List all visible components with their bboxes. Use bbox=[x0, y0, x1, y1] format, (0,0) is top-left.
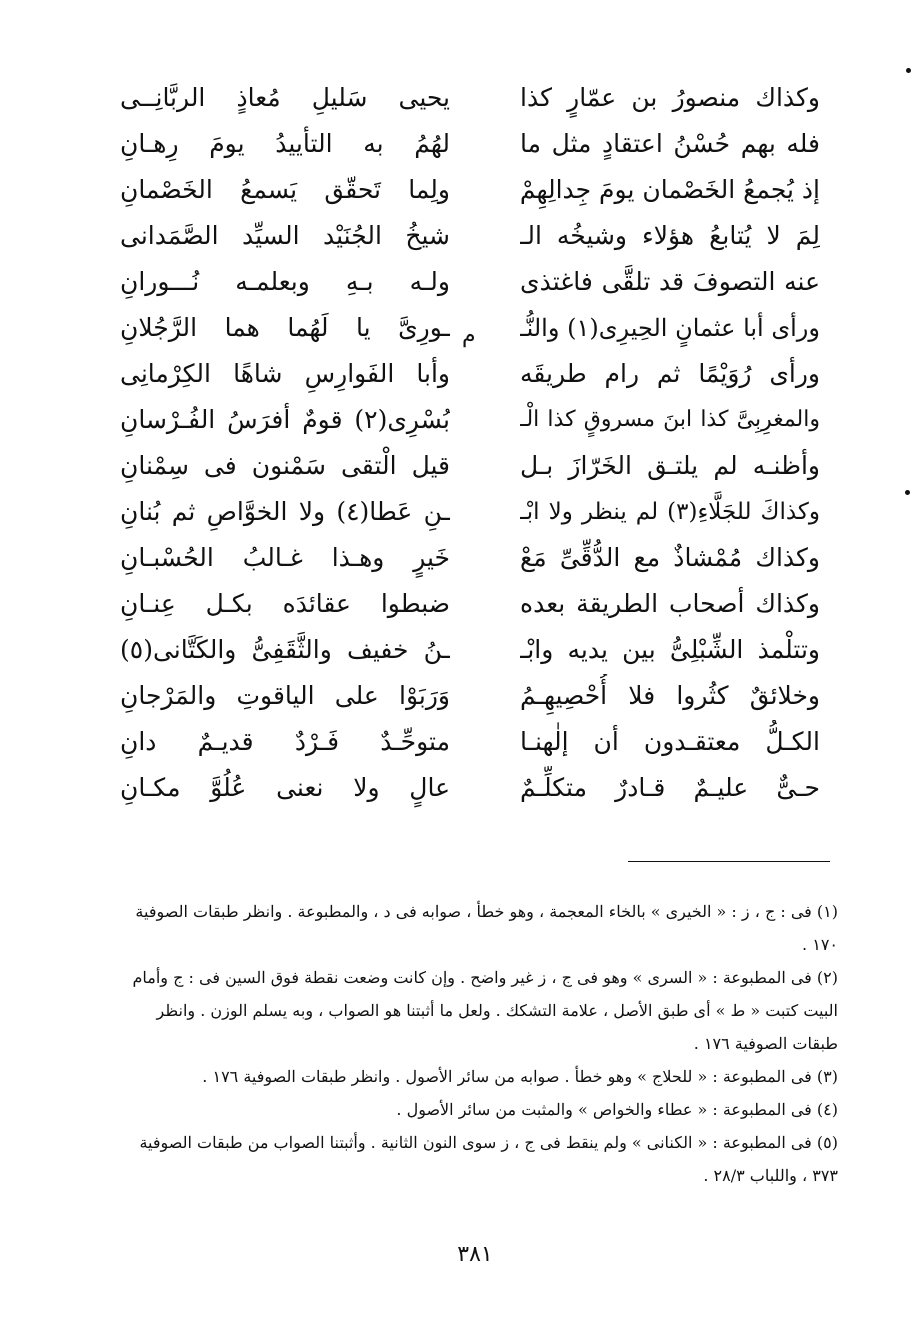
verse-second-hemistich: بُسْرِى(٢) قومٌ أفرَسُ الفُـرْسانِ bbox=[120, 405, 450, 434]
verse-second-hemistich: ولِما تَحقّق يَسمعُ الخَصْمانِ bbox=[120, 175, 450, 204]
verse-line bbox=[120, 122, 820, 166]
verse-line bbox=[120, 444, 820, 488]
verse-line bbox=[120, 720, 820, 764]
verse-line bbox=[120, 628, 820, 672]
verse-second-hemistich: ولـه بـهِ وبعلمـه نُـــورانِ bbox=[120, 267, 450, 296]
footnote: (٣) فى المطبوعة : « للحلاج » وهو خطأ . صوابه من سائر الأصول . وانظر طبقات الصوفية ١٧٦ . bbox=[202, 1067, 838, 1086]
verse-line bbox=[120, 766, 820, 810]
verse-first-hemistich: وتتلْمذ الشِّبْلِىُّ بين يديه وابْـ bbox=[520, 635, 820, 664]
verse-second-hemistich: متوحِّـدٌ فَـرْدٌ قديـمٌ دانِ bbox=[120, 727, 450, 756]
verse-line bbox=[120, 490, 820, 534]
verse-second-hemistich: ـنُ خفيف والثَّقَفِىُّ والكَتَّانى(٥) bbox=[120, 635, 450, 664]
verse-first-hemistich: الكـلُّ معتقـدون أن إلٰهنـا bbox=[520, 727, 820, 756]
margin-dot bbox=[906, 68, 911, 73]
verse-line bbox=[120, 214, 820, 258]
verse-line bbox=[120, 582, 820, 626]
verse-line bbox=[120, 168, 820, 212]
verse-first-hemistich: ورأى رُوَيْمًا ثم رام طريقَه bbox=[520, 359, 820, 388]
verse-line bbox=[120, 674, 820, 718]
verse-first-hemistich: وكذاك منصورُ بن عمّارٍ كذا bbox=[520, 83, 820, 112]
verse-second-hemistich: يحيى سَليلِ مُعاذٍ الربَّانِــى bbox=[120, 83, 450, 112]
verse-second-hemistich: وأبا الفَوارِسِ شاهًا الكِرْمانِى bbox=[120, 359, 450, 388]
verse-second-hemistich: وَرَبَوْا على الياقوتِ والمَرْجانِ bbox=[120, 681, 450, 710]
footnote: (١) فى : ج ، ز : « الخيرى » بالخاء المعجمة ، وهو خطأ ، صوابه فى د ، والمطبوعة . وانظر طبقات الصوفية ١٧٠ . bbox=[135, 902, 838, 954]
verse-second-hemistich: شيخُ الجُنَيْد السيِّد الصَّمَدانى bbox=[120, 221, 450, 250]
verse-second-hemistich: قيل الْتقى سَمْنون فى سِمْنانِ bbox=[120, 451, 450, 480]
footnote-separator bbox=[628, 861, 830, 862]
verse-line bbox=[120, 352, 820, 396]
verse-first-hemistich: إذ يُجمعُ الخَصْمان يومَ جِدالِهِمْ bbox=[520, 175, 820, 204]
verse-first-hemistich: وخلائقٌ كثُروا فلا أُحْصِيهِـمُ bbox=[520, 681, 820, 710]
verse-first-hemistich: وأظنـه لم يلتـق الخَرّازَ بـل bbox=[520, 451, 820, 480]
verse-second-hemistich: ـورِىَّ يا لَهُما هما الرَّجُلانِ bbox=[120, 313, 450, 342]
verse-line bbox=[120, 398, 820, 442]
margin-marker: م bbox=[462, 323, 476, 348]
verse-line bbox=[120, 76, 820, 120]
page-number: ٣٨١ bbox=[457, 1242, 493, 1267]
verse-first-hemistich: وكذاكَ للجَلَّاءِ(٣) لم ينظر ولا ابْـ bbox=[520, 499, 820, 525]
verse-second-hemistich: عالٍ ولا نعنى عُلُوَّ مكـانِ bbox=[120, 773, 450, 802]
footnote: (٤) فى المطبوعة : « عطاء والخواص » والمثبت من سائر الأصول . bbox=[396, 1100, 838, 1119]
margin-dot bbox=[905, 490, 910, 495]
verse-second-hemistich: ضبطوا عقائدَه بكـل عِنـانِ bbox=[120, 589, 450, 618]
verse-first-hemistich: والمغرِبِىَّ كذا ابنَ مسروقٍ كذا الْـ bbox=[520, 407, 820, 432]
verse-first-hemistich: وكذاك مُمْشاذٌ مع الدُّقِّىِّ مَعْ bbox=[520, 543, 820, 572]
verse-first-hemistich: وكذاك أصحاب الطريقة بعده bbox=[520, 589, 820, 618]
verse-first-hemistich: عنه التصوفَ قد تلقَّى فاغتذى bbox=[520, 267, 820, 296]
verse-first-hemistich: فله بهم حُسْنُ اعتقادٍ مثل ما bbox=[520, 129, 820, 158]
verse-first-hemistich: ورأى أبا عثمانٍ الحِيرِى(١) والنُّـ bbox=[520, 314, 820, 342]
footnote: (٥) فى المطبوعة : « الكنانى » ولم ينقط فى ج ، ز سوى النون الثانية . وأثبتنا الصواب من طبقات الصوفية ٣٧٣ ، واللباب ٢٨/٣ . bbox=[139, 1133, 838, 1185]
verse-second-hemistich: لهُمُ به التأييدُ يومَ رِهـانِ bbox=[120, 129, 450, 158]
verse-line bbox=[120, 536, 820, 580]
verse-second-hemistich: ـنِ عَطا(٤) ولا الخوَّاصِ ثم بُنانِ bbox=[120, 497, 450, 526]
verse-first-hemistich: لِمَ لا يُتابعُ هؤلاء وشيخُه الـ bbox=[520, 221, 820, 250]
verse-first-hemistich: حـىٌّ عليـمٌ قـادرٌ متكلِّـمٌ bbox=[520, 773, 820, 802]
verse-line bbox=[120, 260, 820, 304]
footnotes bbox=[114, 895, 838, 1192]
footnote: (٢) فى المطبوعة : « السرى » وهو فى ج ، ز غير واضح . وإن كانت وضعت نقطة فوق السين فى : ج وأمام البيت كتبت « ط » أى طبق الأصل ، علامة التشكك . ولعل ما أثبتنا هو الصواب ، وبه يسلم الوزن . وانظر طبقات الصوفية ١٧٦ . bbox=[132, 968, 838, 1053]
verse-second-hemistich: خَيرٍ وهـذا غـالبُ الحُسْبـانِ bbox=[120, 543, 450, 572]
